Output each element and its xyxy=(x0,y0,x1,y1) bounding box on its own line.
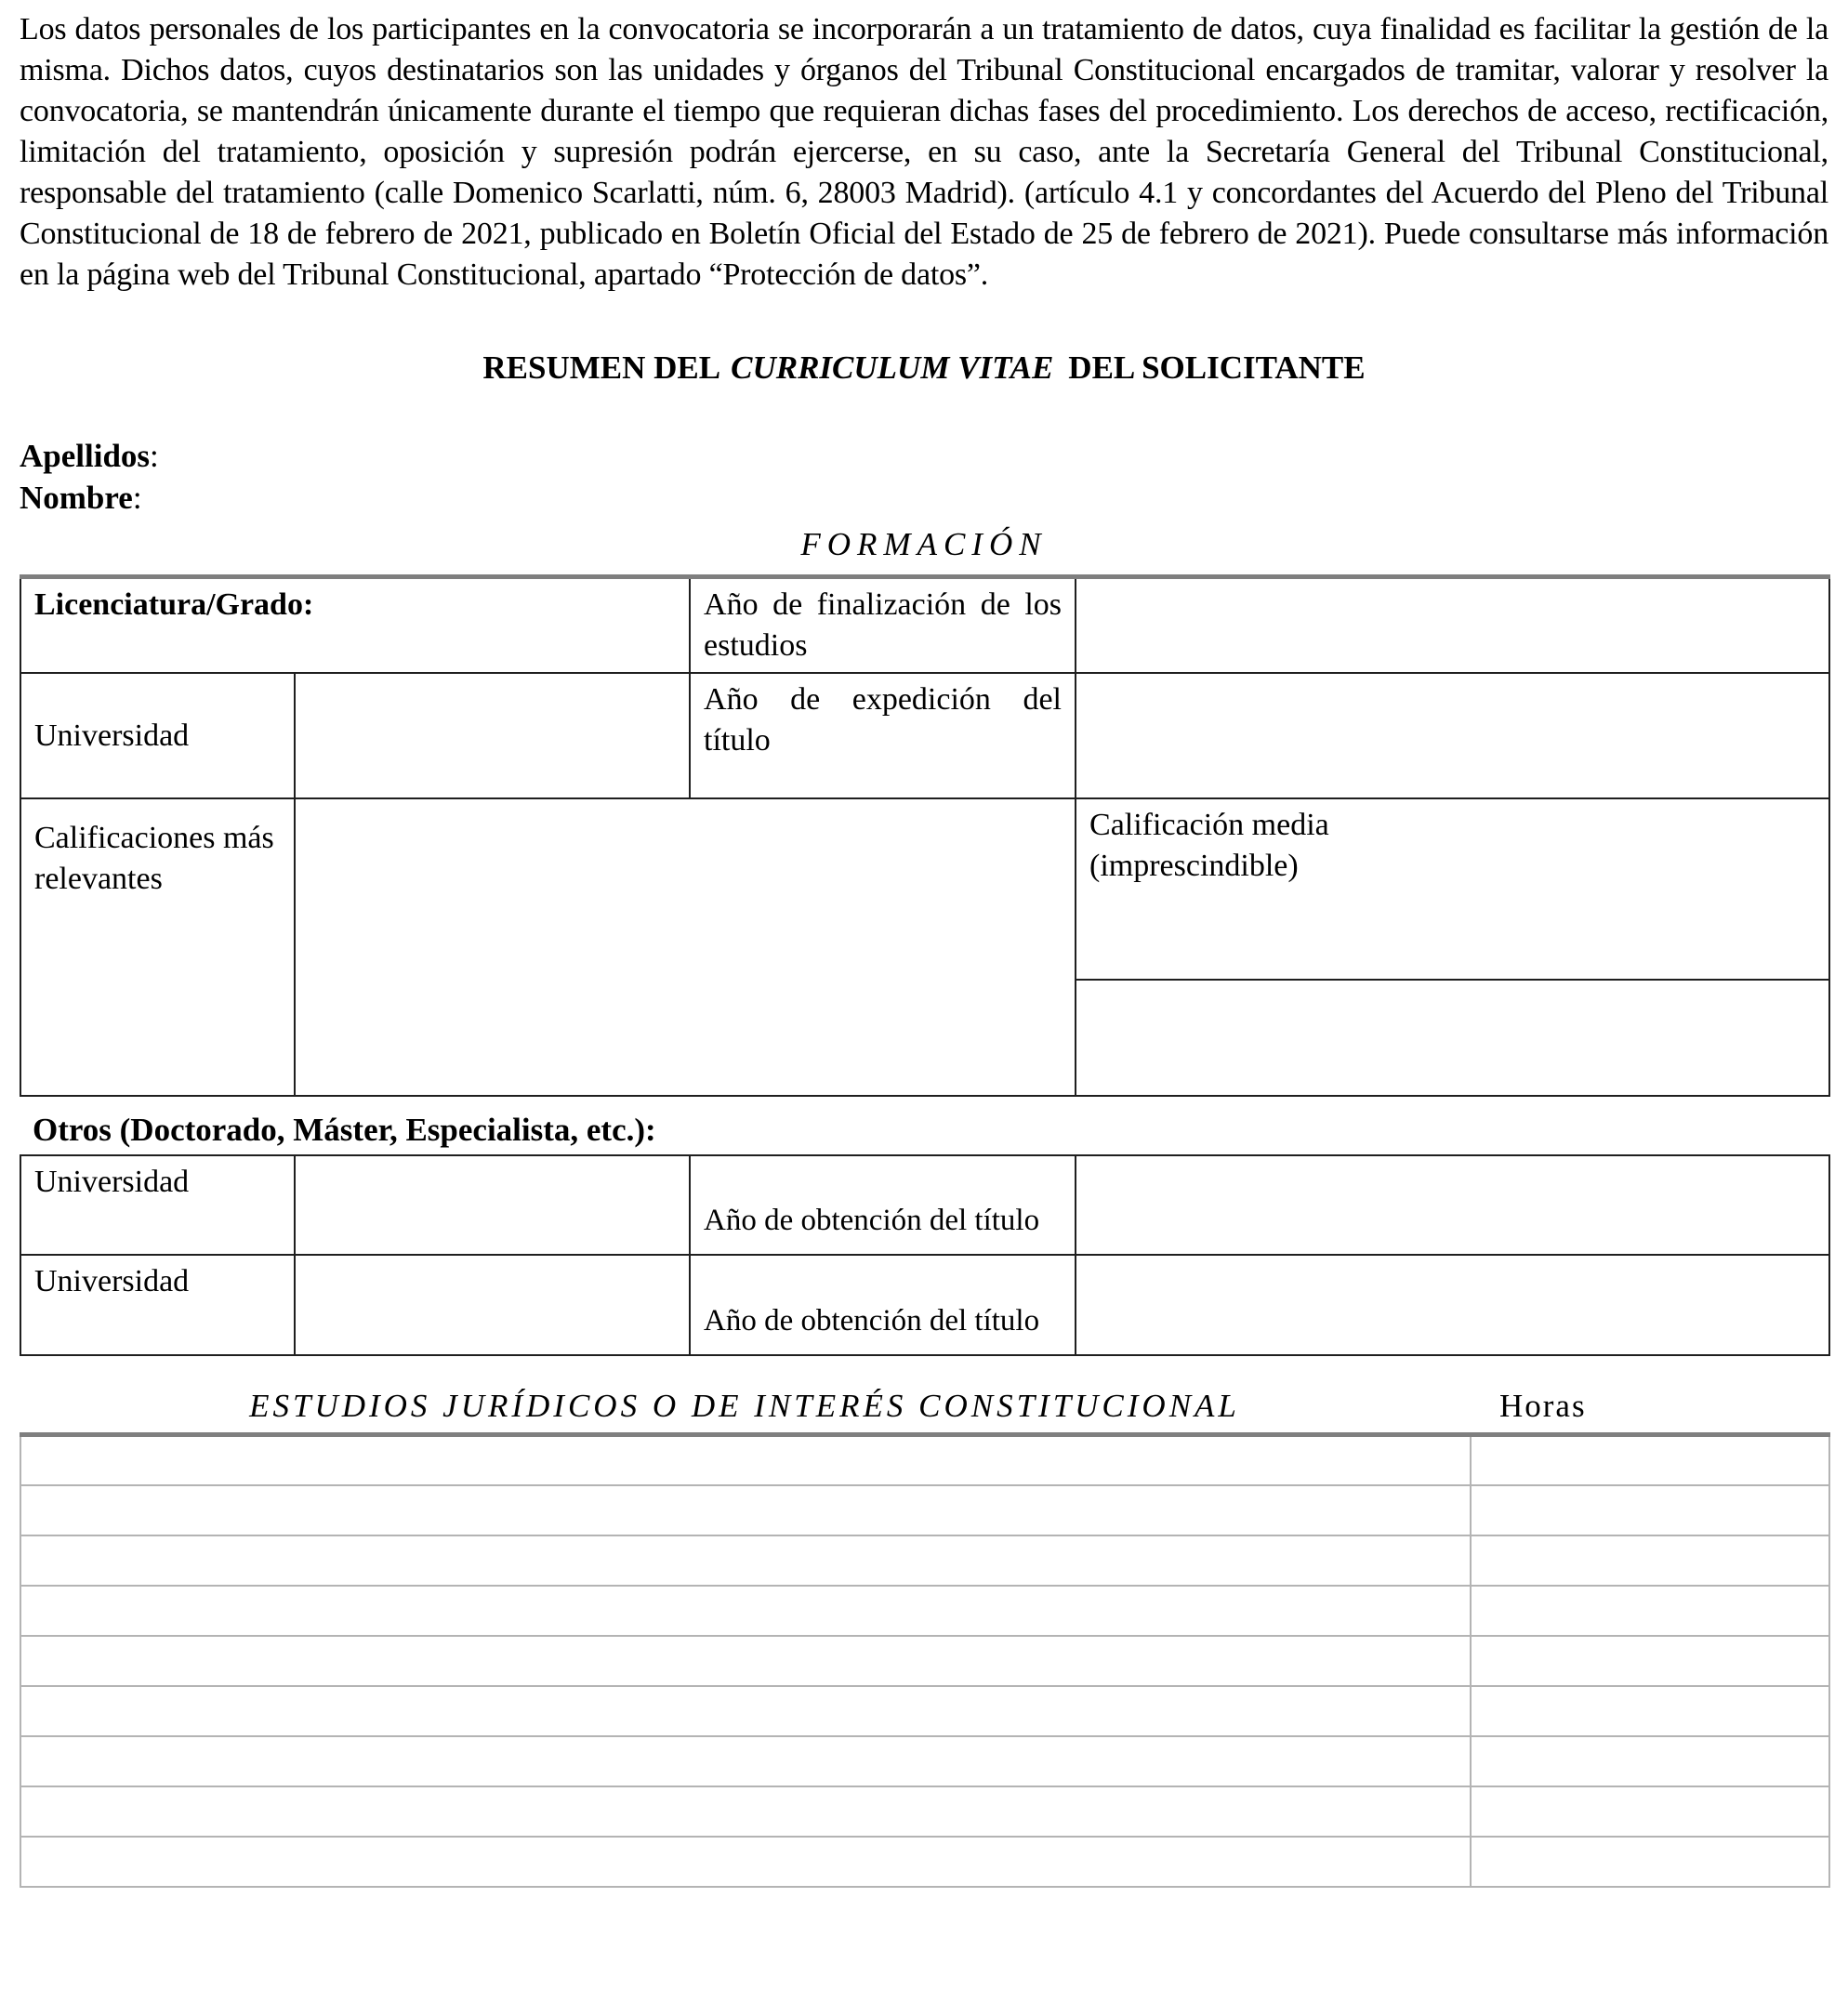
otros-row xyxy=(20,1155,1829,1255)
document-title xyxy=(20,349,1828,387)
otros-anio-obtencion-value-cell[interactable] xyxy=(1076,1155,1829,1255)
licenciatura-grado-label: Licenciatura/Grado: xyxy=(20,577,690,674)
horas-value-cell[interactable] xyxy=(1471,1686,1829,1736)
formacion-row-licenciatura xyxy=(20,577,1829,674)
horas-value-cell[interactable] xyxy=(1471,1837,1829,1887)
otros-section-heading: Otros (Doctorado, Máster, Especialista, etc.): xyxy=(33,1112,656,1148)
estudio-value-cell[interactable] xyxy=(20,1485,1471,1535)
estudios-table xyxy=(20,1432,1830,1888)
universidad-label: Universidad xyxy=(20,673,295,798)
estudio-value-cell[interactable] xyxy=(20,1586,1471,1636)
horas-value-cell[interactable] xyxy=(1471,1535,1829,1586)
anio-finalizacion-value-cell[interactable] xyxy=(1076,577,1829,674)
apellidos-label: Apellidos xyxy=(20,438,151,474)
estudio-value-cell[interactable] xyxy=(20,1736,1471,1786)
anio-finalizacion-label: Año de finalización de los estudios xyxy=(690,577,1076,674)
estudio-value-cell[interactable] xyxy=(20,1786,1471,1837)
horas-value-cell[interactable] xyxy=(1471,1636,1829,1686)
estudio-row xyxy=(20,1736,1829,1786)
formacion-row-universidad xyxy=(20,673,1829,798)
nombre-label: Nombre xyxy=(20,480,133,516)
title-part-2: DEL SOLICITANTE xyxy=(1068,349,1366,386)
estudio-row xyxy=(20,1636,1829,1686)
estudio-value-cell[interactable] xyxy=(20,1636,1471,1686)
estudios-heading: ESTUDIOS JURÍDICOS O DE INTERÉS CONSTITUCIONAL xyxy=(249,1388,1240,1424)
anio-expedicion-label: Año de expedición del título xyxy=(690,673,1076,798)
otros-anio-obtencion-value-cell[interactable] xyxy=(1076,1255,1829,1355)
estudio-value-cell[interactable] xyxy=(20,1837,1471,1887)
apellidos-value[interactable] xyxy=(167,449,558,477)
otros-universidad-label: Universidad xyxy=(20,1255,295,1355)
title-part-1: RESUMEN DEL xyxy=(482,349,721,386)
otros-anio-obtencion-label: Año de obtención del título xyxy=(690,1255,1076,1355)
calificaciones-value-cell[interactable] xyxy=(295,798,1076,1096)
estudio-row xyxy=(20,1786,1829,1837)
formacion-table xyxy=(20,574,1830,1097)
horas-value-cell[interactable] xyxy=(1471,1435,1829,1485)
otros-universidad-value-cell[interactable] xyxy=(295,1255,690,1355)
otros-row xyxy=(20,1255,1829,1355)
estudio-row xyxy=(20,1586,1829,1636)
applicant-fields xyxy=(20,435,1828,519)
horas-value-cell[interactable] xyxy=(1471,1736,1829,1786)
calificacion-media-label: Calificación media (imprescindible) xyxy=(1089,808,1329,883)
horas-value-cell[interactable] xyxy=(1471,1786,1829,1837)
formacion-row-calificaciones xyxy=(20,798,1829,980)
universidad-value-cell[interactable] xyxy=(295,673,690,798)
estudio-row xyxy=(20,1686,1829,1736)
horas-value-cell[interactable] xyxy=(1471,1586,1829,1636)
calificaciones-label: Calificaciones más relevantes xyxy=(20,798,295,1096)
nombre-colon: : xyxy=(132,480,142,516)
horas-value-cell[interactable] xyxy=(1471,1485,1829,1535)
apellidos-colon: : xyxy=(150,438,159,474)
otros-anio-obtencion-label: Año de obtención del título xyxy=(690,1155,1076,1255)
formacion-section-heading: FORMACIÓN xyxy=(800,526,1048,562)
title-italic-part: CURRICULUM VITAE xyxy=(731,349,1054,386)
estudio-value-cell[interactable] xyxy=(20,1435,1471,1485)
otros-universidad-value-cell[interactable] xyxy=(295,1155,690,1255)
data-protection-notice: Los datos personales de los participantes en la convocatoria se incorporarán a un tratamiento de datos, cuya finalidad es facilitar la gestión de la misma. Dichos datos, cuyos destinatarios son las unidades y órganos del Tribunal Constitucional encargados de tramitar, valorar y resolver la convocatoria, se mantendrán únicamente durante el tiempo que requieran dichas fases del procedimiento. Los derechos de acceso, rectificación, limitación del tratamiento, oposición y supresión podrán ejercerse, en su caso, ante la Secretaría General del Tribunal Constitucional, responsable del tratamiento (calle Domenico Scarlatti, núm. 6, 28003 Madrid). (artículo 4.1 y concordantes del Acuerdo del Pleno del Tribunal Constitucional de 18 de febrero de 2021, publicado en Boletín Oficial del Estado de 25 de febrero de 2021). Puede consultarse más información en la página web del Tribunal Constitucional, apartado “Protección de datos”. xyxy=(20,12,1828,292)
estudios-section-header xyxy=(20,1388,1828,1425)
otros-universidad-label: Universidad xyxy=(20,1155,295,1255)
anio-expedicion-value-cell[interactable] xyxy=(1076,673,1829,798)
otros-table xyxy=(20,1154,1830,1356)
estudio-row xyxy=(20,1485,1829,1535)
estudio-row xyxy=(20,1435,1829,1485)
estudio-row xyxy=(20,1837,1829,1887)
nombre-line xyxy=(20,477,1828,519)
horas-column-heading: Horas xyxy=(1499,1388,1587,1424)
estudio-row xyxy=(20,1535,1829,1586)
apellidos-line xyxy=(20,435,1828,477)
estudio-value-cell[interactable] xyxy=(20,1535,1471,1586)
calificacion-media-label-cell xyxy=(1076,798,1829,980)
estudio-value-cell[interactable] xyxy=(20,1686,1471,1736)
nombre-value[interactable] xyxy=(150,491,540,519)
calificacion-media-value-cell[interactable] xyxy=(1076,980,1829,1096)
